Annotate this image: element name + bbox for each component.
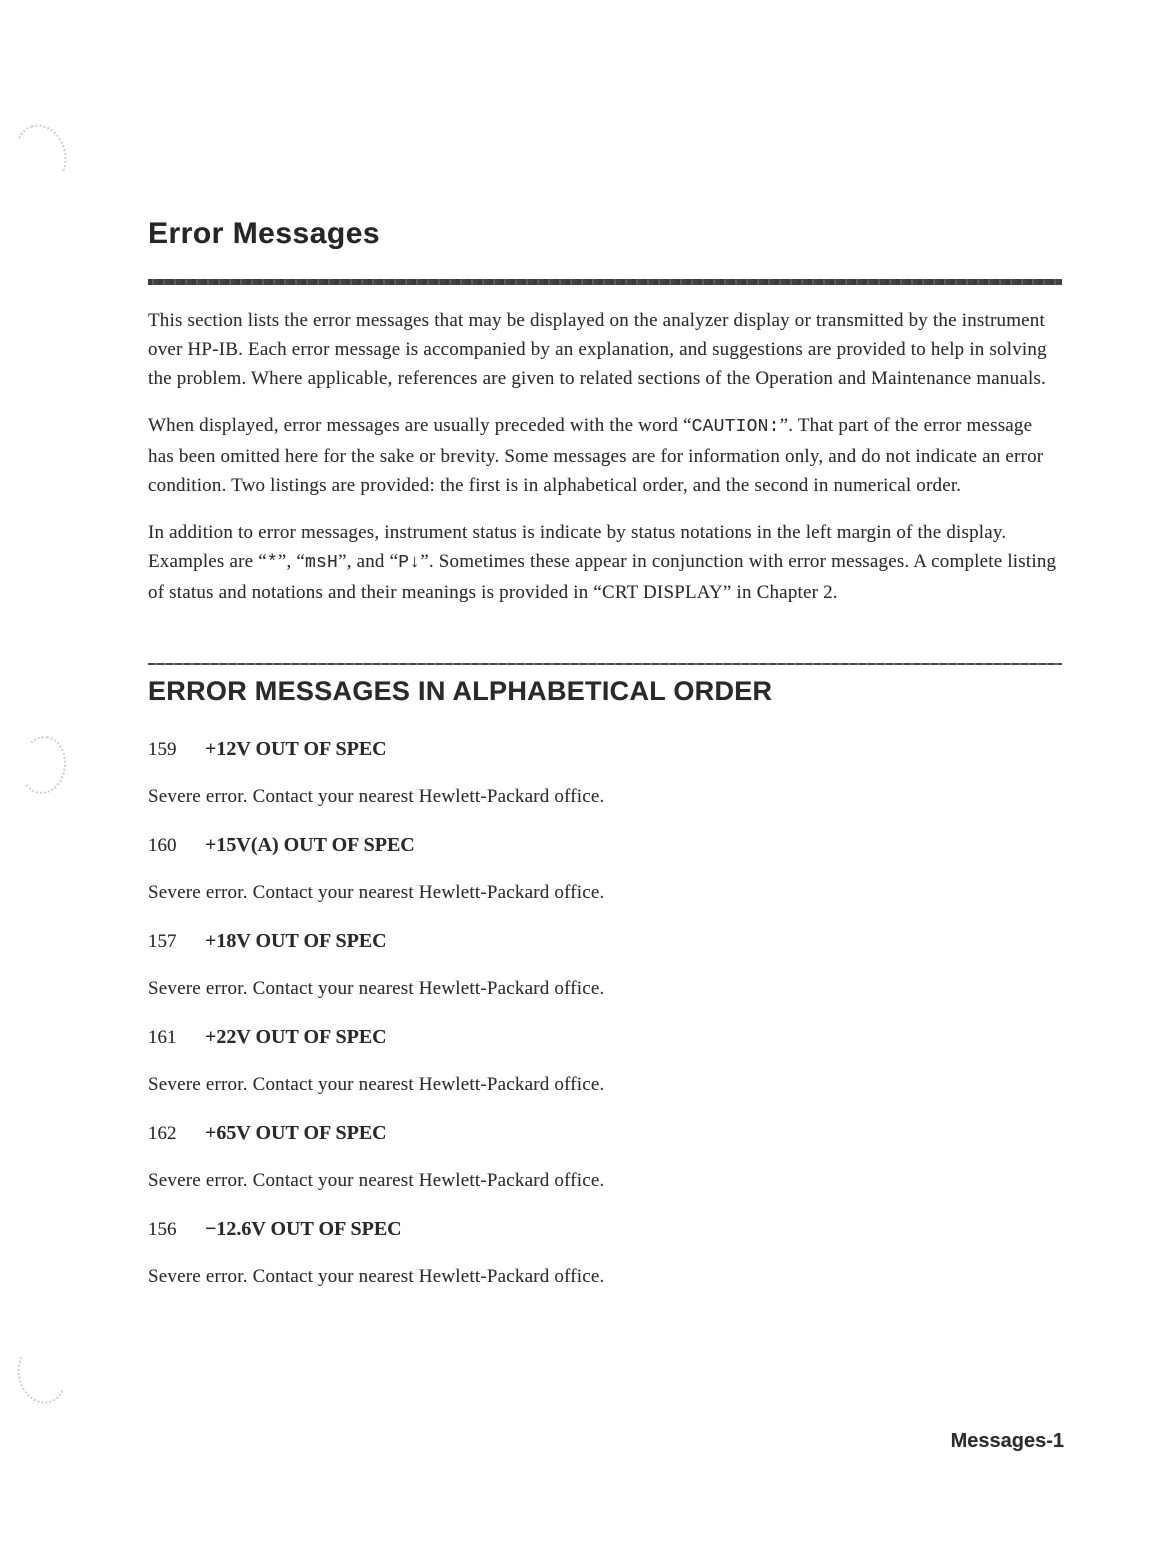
page-title: Error Messages — [148, 217, 381, 250]
error-number: 157 — [148, 931, 177, 952]
paragraph-text: ”. Sometimes these appear in conjunction with error messages. A complete listing of status and notations and their meanings is provided in “CRT DISPLAY” in Chapter 2. — [148, 551, 1057, 603]
error-name: +18V OUT OF SPEC — [205, 930, 387, 952]
error-entry-heading — [148, 1120, 1062, 1147]
error-name: +15V(A) OUT OF SPEC — [205, 834, 415, 856]
error-name: +65V OUT OF SPEC — [205, 1122, 387, 1144]
scan-artifact-bottom — [11, 1339, 73, 1409]
error-number: 156 — [148, 1219, 177, 1240]
error-number: 161 — [148, 1027, 177, 1048]
error-description: Severe error. Contact your nearest Hewlett-Packard office. — [148, 882, 605, 903]
error-name: −12.6V OUT OF SPEC — [205, 1218, 402, 1240]
asterisk-notation: * — [266, 553, 278, 573]
paragraph-text: In addition to error messages, instrument status is indicate by status notations in the left margin of the display. Examples are “ — [148, 522, 1007, 572]
error-name: +12V OUT OF SPEC — [205, 738, 387, 760]
scan-artifact-top — [8, 118, 75, 192]
error-entry-heading — [148, 736, 1062, 763]
intro-paragraph-1 — [148, 306, 1062, 393]
section-rule — [148, 663, 1062, 665]
error-description: Severe error. Contact your nearest Hewlett-Packard office. — [148, 1074, 605, 1095]
error-entry-heading — [148, 1024, 1062, 1051]
paragraph-text: ”, and “ — [338, 551, 399, 572]
scan-artifact-middle — [16, 733, 70, 797]
error-entry — [148, 928, 1062, 1002]
error-entry-heading — [148, 928, 1062, 955]
error-description: Severe error. Contact your nearest Hewlett-Packard office. — [148, 786, 605, 807]
error-number: 159 — [148, 739, 177, 760]
paragraph-text: This section lists the error messages that may be displayed on the analyzer display or transmitted by the instrument over HP-IB. Each error message is accompanied by an explanation, and suggestions are provided to help in solving the problem. Where applicable, references are given to related sections of the Operation and Maintenance manuals. — [148, 310, 1047, 389]
page-content — [148, 0, 1062, 1290]
error-entry-heading — [148, 1216, 1062, 1243]
error-entry — [148, 736, 1062, 810]
page-number: Messages-1 — [950, 1430, 1064, 1452]
paragraph-text: When displayed, error messages are usually preceded with the word “ — [148, 415, 692, 436]
error-name: +22V OUT OF SPEC — [205, 1026, 387, 1048]
paragraph-text: ”, “ — [277, 551, 306, 572]
section-heading: ERROR MESSAGES IN ALPHABETICAL ORDER — [148, 676, 773, 706]
caution-term: CAUTION: — [691, 417, 780, 437]
error-description: Severe error. Contact your nearest Hewlett-Packard office. — [148, 978, 605, 999]
error-description: Severe error. Contact your nearest Hewlett-Packard office. — [148, 1266, 605, 1287]
paragraph-text: ”. That part of the error message has been omitted here for the sake or brevity. Some messages are for information only, and do not indicate an error condition. Two listings are provided: the first is in alphabetical order, and the second in numerical order. — [148, 415, 1044, 496]
error-entry — [148, 1216, 1062, 1290]
error-description: Severe error. Contact your nearest Hewlett-Packard office. — [148, 1170, 605, 1191]
intro-paragraph-3 — [148, 518, 1062, 607]
p-down-notation: P↓ — [398, 553, 421, 573]
title-rule — [148, 279, 1062, 285]
error-entry — [148, 1024, 1062, 1098]
intro-paragraph-2 — [148, 411, 1062, 500]
error-entry — [148, 1120, 1062, 1194]
msh-notation: msH — [305, 553, 339, 573]
error-entry-heading — [148, 832, 1062, 859]
error-number: 160 — [148, 835, 177, 856]
error-entry — [148, 832, 1062, 906]
error-number: 162 — [148, 1123, 177, 1144]
